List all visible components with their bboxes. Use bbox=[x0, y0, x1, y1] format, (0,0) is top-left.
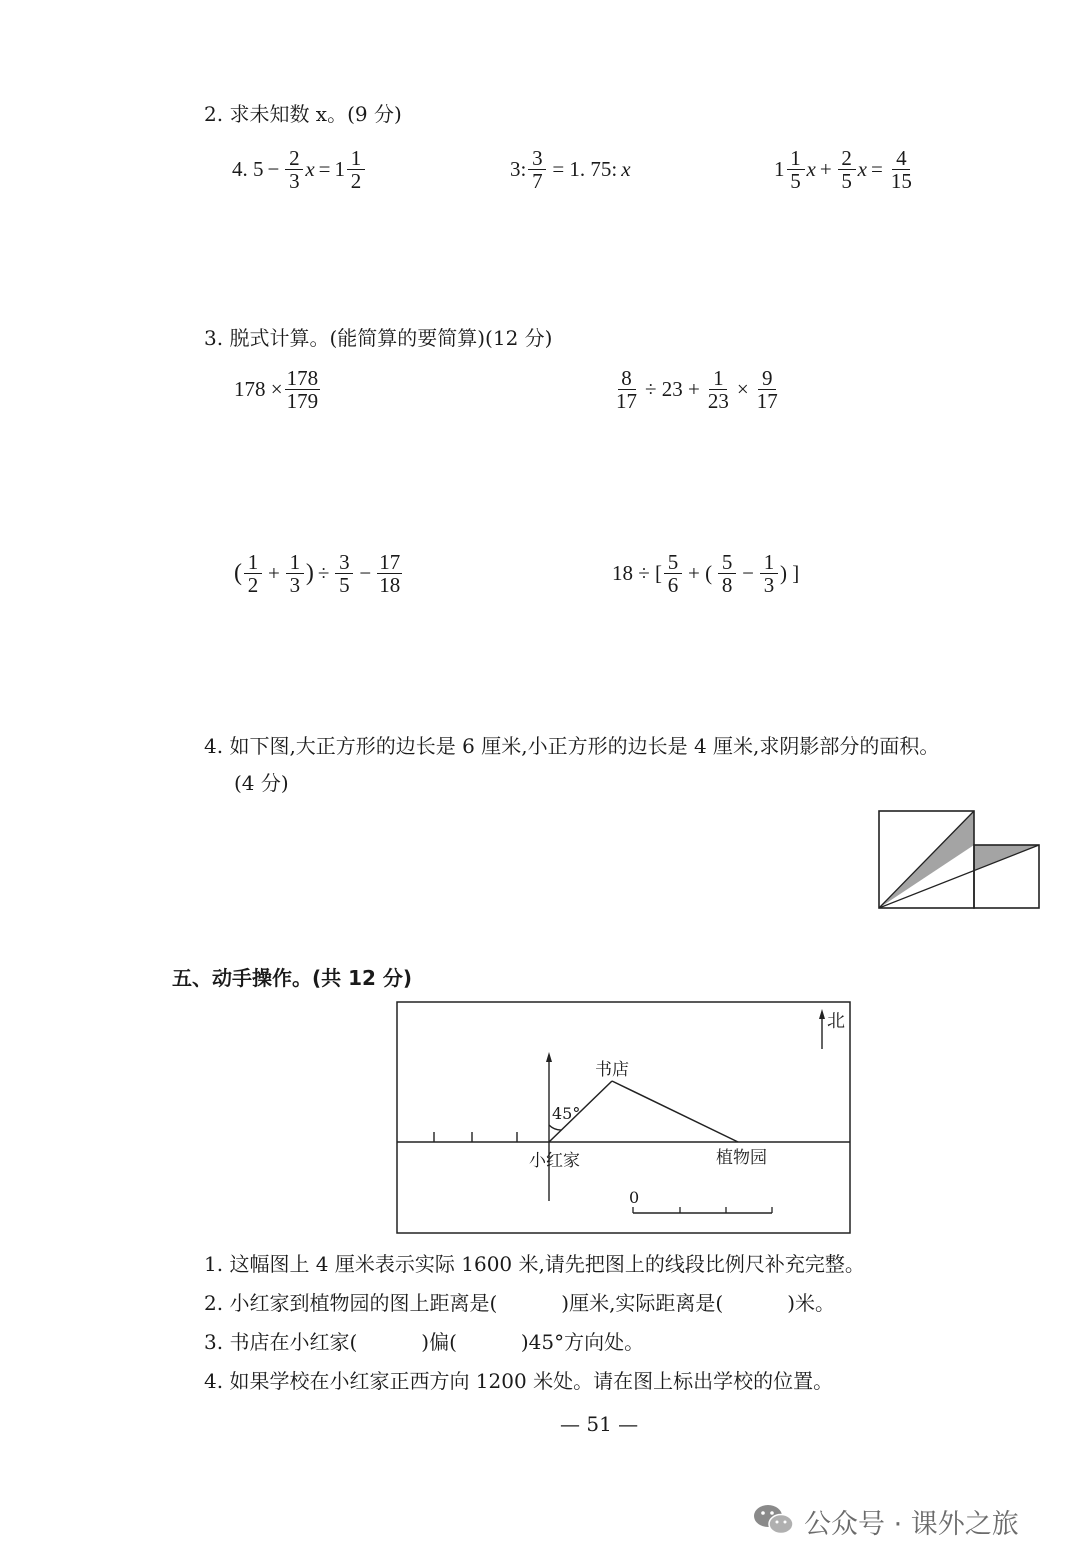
expression-1: 178 × $\frac{178}{179}$ bbox=[234, 365, 319, 413]
scale-zero-label: 0 bbox=[629, 1188, 640, 1207]
task-3: 3. 书店在小红家( )偏( )45°方向处。 bbox=[204, 1330, 645, 1354]
equation-2: 3: $\frac{3}{7}$ = 1. 75: x bbox=[510, 145, 631, 193]
expression-2: $\frac{8}{17}$ ÷ 23 + $\frac{1}{23}$ × $\frac{9}{17}$ bbox=[616, 365, 778, 413]
task-1: 1. 这幅图上 4 厘米表示实际 1600 米,请先把图上的线段比例尺补充完整。 bbox=[204, 1252, 865, 1276]
page-number: — 51 — bbox=[560, 1412, 639, 1436]
equation-3: 1 $\frac{1}{5}$ x + $\frac{2}{5}$ x = $\frac{4}{15}$ bbox=[774, 145, 912, 193]
home-label: 小红家 bbox=[529, 1151, 580, 1171]
diagonal-line bbox=[879, 811, 974, 908]
task-4: 4. 如果学校在小红家正西方向 1200 米处。请在图上标出学校的位置。 bbox=[204, 1369, 834, 1393]
north-arrow-head bbox=[819, 1009, 825, 1019]
expression-4: 18 ÷ [ $\frac{5}{6}$ + ( $\frac{5}{8}$ − $\frac{1}{3}$ ) ] bbox=[612, 549, 800, 597]
question-2-title: 2. 求未知数 x。(9 分) bbox=[204, 102, 402, 126]
axis-arrow-head bbox=[546, 1052, 552, 1062]
angle-arc bbox=[549, 1125, 561, 1130]
equation-1: 4. 5 − $\frac{2}{3}$ x = 1 $\frac{1}{2}$ bbox=[232, 144, 367, 194]
north-label: 北 bbox=[827, 1011, 845, 1032]
watermark-text: 公众号 · 课外之旅 bbox=[804, 1509, 1019, 1540]
map-figure bbox=[396, 1001, 852, 1235]
expression-3: ( $\frac{1}{2}$ + $\frac{1}{3}$ ) ÷ $\frac{3}{5}$ − $\frac{17}{18}$ bbox=[234, 549, 401, 597]
angle-label: 45° bbox=[552, 1104, 581, 1123]
question-3-title: 3. 脱式计算。(能简算的要简算)(12 分) bbox=[204, 326, 553, 350]
line-bookstore-garden bbox=[612, 1081, 738, 1142]
wechat-icon bbox=[752, 1502, 796, 1538]
bookstore-label: 书店 bbox=[595, 1060, 629, 1080]
section-5-title: 五、动手操作。(共 12 分) bbox=[172, 966, 413, 990]
garden-label: 植物园 bbox=[716, 1148, 767, 1168]
question-4-line1: 4. 如下图,大正方形的边长是 6 厘米,小正方形的边长是 4 厘米,求阴影部分的面积。 bbox=[204, 734, 940, 758]
squares-figure bbox=[874, 806, 1044, 912]
task-2: 2. 小红家到植物园的图上距离是( )厘米,实际距离是( )米。 bbox=[204, 1291, 836, 1315]
map-frame bbox=[397, 1002, 850, 1233]
question-4-line2: (4 分) bbox=[234, 771, 289, 795]
